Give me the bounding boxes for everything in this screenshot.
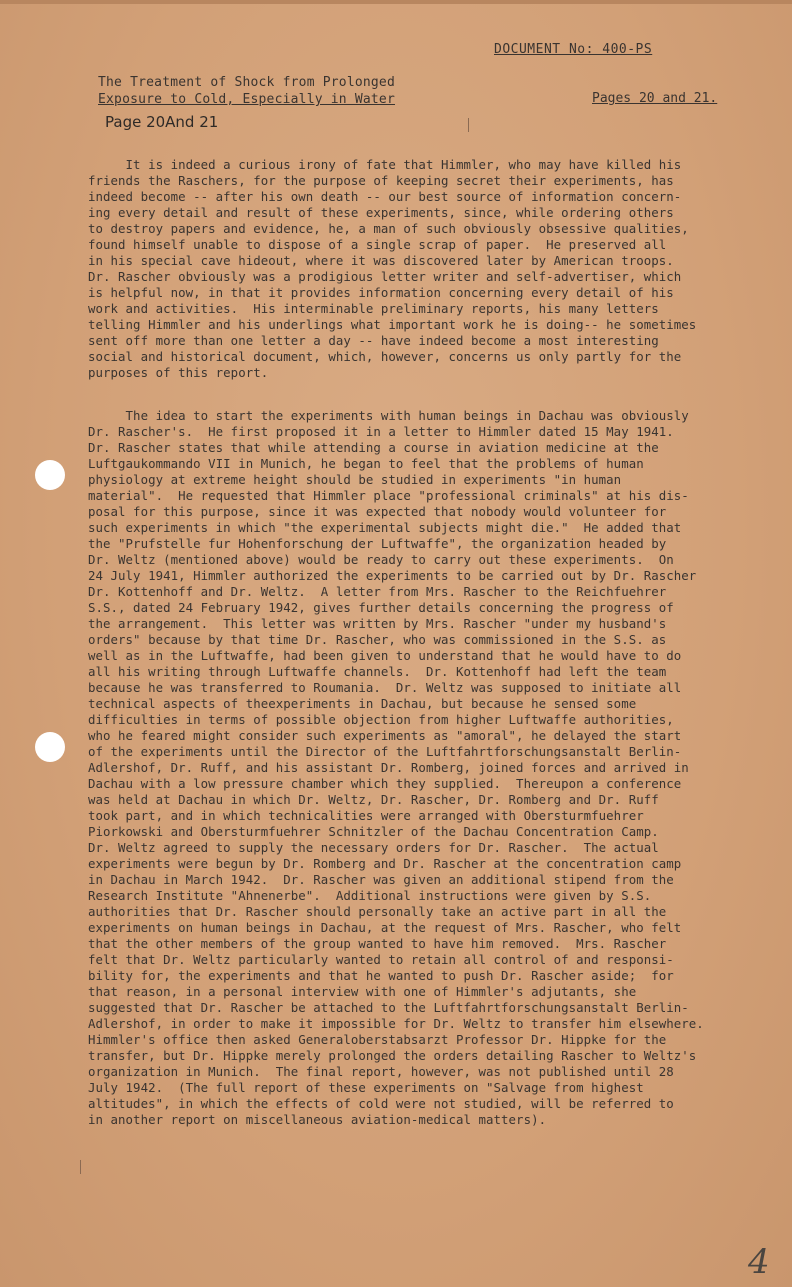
text-line: physiology at extreme height should be studied in experiments "in human (88, 472, 622, 487)
text-line: the "Prufstelle fur Hohenforschung der Luftwaffe", the organization headed by (88, 536, 667, 551)
text-line: transfer, but Dr. Hippke merely prolonged the orders detailing Rascher to Weltz's (88, 1048, 697, 1063)
text-line: It is indeed a curious irony of fate that Himmler, who may have killed his (88, 157, 682, 172)
punch-hole-bottom (35, 732, 65, 762)
text-line: Dr. Rascher's. He first proposed it in a letter to Himmler dated 15 May 1941. (88, 424, 674, 439)
text-line: well as in the Luftwaffe, had been given to understand that he would have to do (88, 648, 682, 663)
punch-hole-top (35, 460, 65, 490)
text-line: Adlershof, Dr. Ruff, and his assistant Dr. Romberg, joined forces and arrived in (88, 760, 689, 775)
text-line: posal for this purpose, since it was expected that nobody would volunteer for (88, 504, 667, 519)
pen-mark (468, 118, 469, 132)
paragraph-2 (88, 408, 778, 1128)
text-line: Research Institute "Ahnenerbe". Additional instructions were given by S.S. (88, 888, 652, 903)
text-line: suggested that Dr. Rascher be attached to the Luftfahrtforschungsanstalt Berlin- (88, 1000, 689, 1015)
text-line: Adlershof, in order to make it impossible for Dr. Weltz to transfer him elsewhere. (88, 1016, 704, 1031)
text-line: Piorkowski and Obersturmfuehrer Schnitzler of the Dachau Concentration Camp. (88, 824, 659, 839)
text-line: Luftgaukommando VII in Munich, he began to feel that the problems of human (88, 456, 644, 471)
text-line: found himself unable to dispose of a single scrap of paper. He preserved all (88, 237, 667, 252)
title-line-2: Exposure to Cold, Especially in Water (98, 92, 395, 107)
text-line: Dr. Rascher obviously was a prodigious letter writer and self-advertiser, which (88, 269, 682, 284)
text-line: was held at Dachau in which Dr. Weltz, Dr. Rascher, Dr. Romberg and Dr. Ruff (88, 792, 659, 807)
document-number: DOCUMENT No: 400-PS (494, 42, 653, 57)
text-line: the arrangement. This letter was written by Mrs. Rascher "under my husband's (88, 616, 667, 631)
text-line: experiments on human beings in Dachau, at the request of Mrs. Rascher, who felt (88, 920, 682, 935)
pen-mark (80, 1160, 81, 1174)
text-line: July 1942. (The full report of these experiments on "Salvage from highest (88, 1080, 644, 1095)
text-line: of the experiments until the Director of the Luftfahrtforschungsanstalt Berlin- (88, 744, 682, 759)
text-line: experiments were begun by Dr. Romberg and Dr. Rascher at the concentration camp (88, 856, 682, 871)
text-line: in another report on miscellaneous aviation-medical matters). (88, 1112, 547, 1127)
text-line: authorities that Dr. Rascher should personally take an active part in all the (88, 904, 667, 919)
text-line: ing every detail and result of these experiments, since, while ordering others (88, 205, 674, 220)
text-line: bility for, the experiments and that he wanted to push Dr. Rascher aside; for (88, 968, 674, 983)
text-line: is helpful now, in that it provides information concerning every detail of his (88, 285, 674, 300)
text-line: social and historical document, which, however, concerns us only partly for the (88, 349, 682, 364)
text-line: that reason, in a personal interview with one of Himmler's adjutants, she (88, 984, 637, 999)
text-line: The idea to start the experiments with human beings in Dachau was obviously (88, 408, 689, 423)
text-line: Dr. Weltz agreed to supply the necessary orders for Dr. Rascher. The actual (88, 840, 659, 855)
text-line: organization in Munich. The final report, however, was not published until 28 (88, 1064, 674, 1079)
text-line: Dr. Rascher states that while attending a course in aviation medicine at the (88, 440, 659, 455)
text-line: orders" because by that time Dr. Rascher, who was commissioned in the S.S. as (88, 632, 667, 647)
text-line: friends the Raschers, for the purpose of keeping secret their experiments, has (88, 173, 674, 188)
text-line: technical aspects of theexperiments in Dachau, but because he sensed some (88, 696, 637, 711)
handwritten-page-number: 4 (748, 1242, 770, 1282)
text-line: that the other members of the group wanted to have him removed. Mrs. Rascher (88, 936, 667, 951)
text-line: telling Himmler and his underlings what important work he is doing-- he sometimes (88, 317, 697, 332)
text-line: to destroy papers and evidence, he, a man of such obviously obsessive qualities, (88, 221, 689, 236)
text-line: sent off more than one letter a day -- have indeed become a most interesting (88, 333, 659, 348)
text-line: Dr. Kottenhoff and Dr. Weltz. A letter from Mrs. Rascher to the Reichfuehrer (88, 584, 667, 599)
text-line: in Dachau in March 1942. Dr. Rascher was given an additional stipend from the (88, 872, 674, 887)
paragraph-1 (88, 157, 778, 381)
text-line: indeed become -- after his own death -- our best source of information concern- (88, 189, 682, 204)
text-line: material". He requested that Himmler place "professional criminals" at his dis- (88, 488, 689, 503)
text-line: Himmler's office then asked Generaloberstabsarzt Professor Dr. Hippke for the (88, 1032, 667, 1047)
text-line: because he was transferred to Roumania. Dr. Weltz was supposed to initiate all (88, 680, 682, 695)
text-line: work and activities. His interminable preliminary reports, his many letters (88, 301, 659, 316)
text-line: felt that Dr. Weltz particularly wanted to retain all control of and responsi- (88, 952, 674, 967)
page-label: Page 20And 21 (105, 113, 219, 131)
text-line: such experiments in which "the experimental subjects might die." He added that (88, 520, 682, 535)
text-line: who he feared might consider such experiments as "amoral", he delayed the start (88, 728, 682, 743)
text-line: S.S., dated 24 February 1942, gives further details concerning the progress of (88, 600, 674, 615)
title-line-1: The Treatment of Shock from Prolonged (98, 75, 395, 90)
text-line: Dr. Weltz (mentioned above) would be ready to carry out these experiments. On (88, 552, 674, 567)
text-line: in his special cave hideout, where it was discovered later by American troops. (88, 253, 674, 268)
document-title (98, 74, 395, 108)
scan-top-edge (0, 0, 792, 4)
text-line: took part, and in which technicalities were arranged with Obersturmfuehrer (88, 808, 644, 823)
pages-reference: Pages 20 and 21. (592, 91, 718, 106)
text-line: all his writing through Luftwaffe channels. Dr. Kottenhoff had left the team (88, 664, 667, 679)
text-line: purposes of this report. (88, 365, 269, 380)
text-line: altitudes", in which the effects of cold were not studied, will be referred to (88, 1096, 674, 1111)
text-line: Dachau with a low pressure chamber which they supplied. Thereupon a conference (88, 776, 682, 791)
text-line: difficulties in terms of possible objection from higher Luftwaffe authorities, (88, 712, 674, 727)
text-line: 24 July 1941, Himmler authorized the experiments to be carried out by Dr. Rascher (88, 568, 697, 583)
